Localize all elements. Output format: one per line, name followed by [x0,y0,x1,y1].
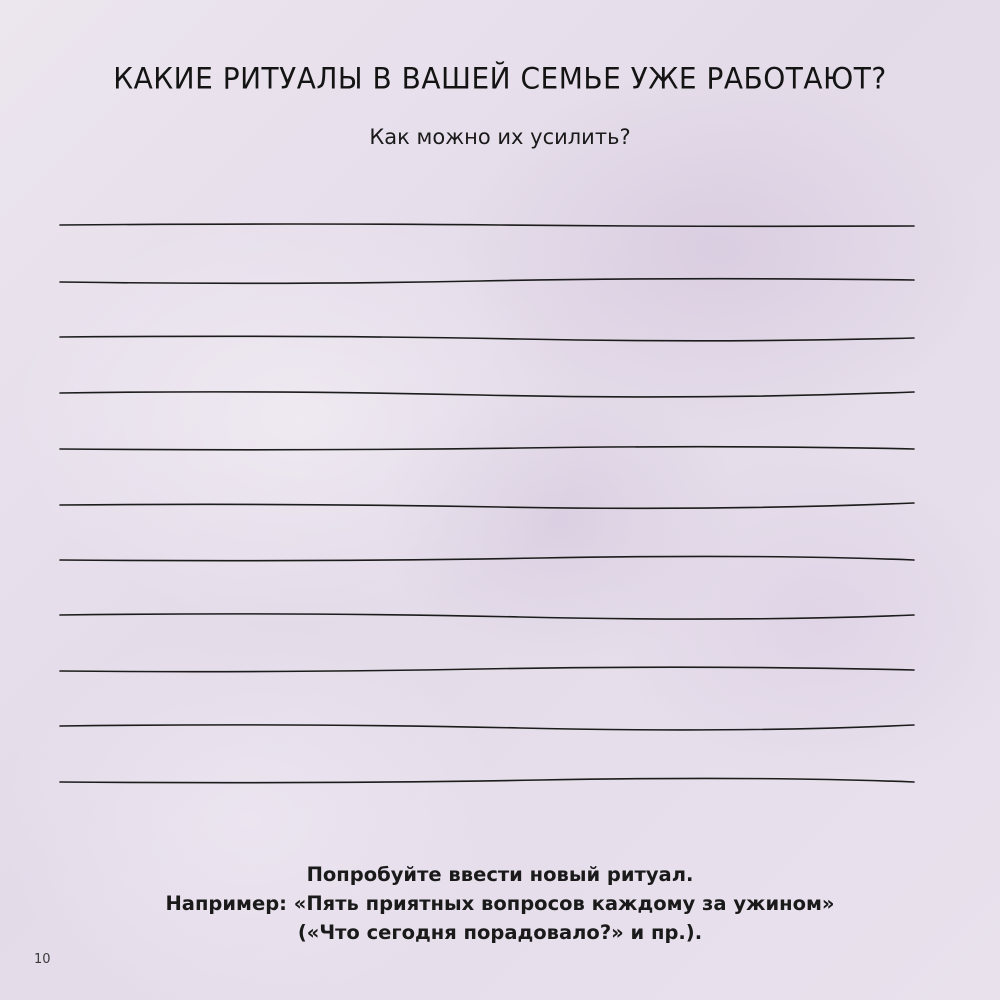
footer-line-1: Попробуйте ввести новый ритуал. [306,863,694,886]
writing-line [60,614,914,619]
page-title: КАКИЕ РИТУАЛЫ В ВАШЕЙ СЕМЬЕ УЖЕ РАБОТАЮТ? [113,61,887,96]
writing-line [60,503,914,508]
writing-line [60,447,914,450]
writing-line [60,224,914,226]
page-subtitle: Как можно их усилить? [369,125,631,149]
footer-line-3: («Что сегодня порадовало?» и пр.). [297,921,703,944]
footer-line-2: Например: «Пять приятных вопросов каждому за ужином» [165,892,835,915]
writing-line [60,279,914,284]
page-number: 10 [34,952,51,967]
footer-note [0,860,1000,947]
writing-line [60,778,914,782]
writing-line [60,556,914,560]
writing-line [60,725,914,730]
writing-line [60,667,914,671]
writing-line [60,336,914,340]
writing-line [60,392,914,397]
